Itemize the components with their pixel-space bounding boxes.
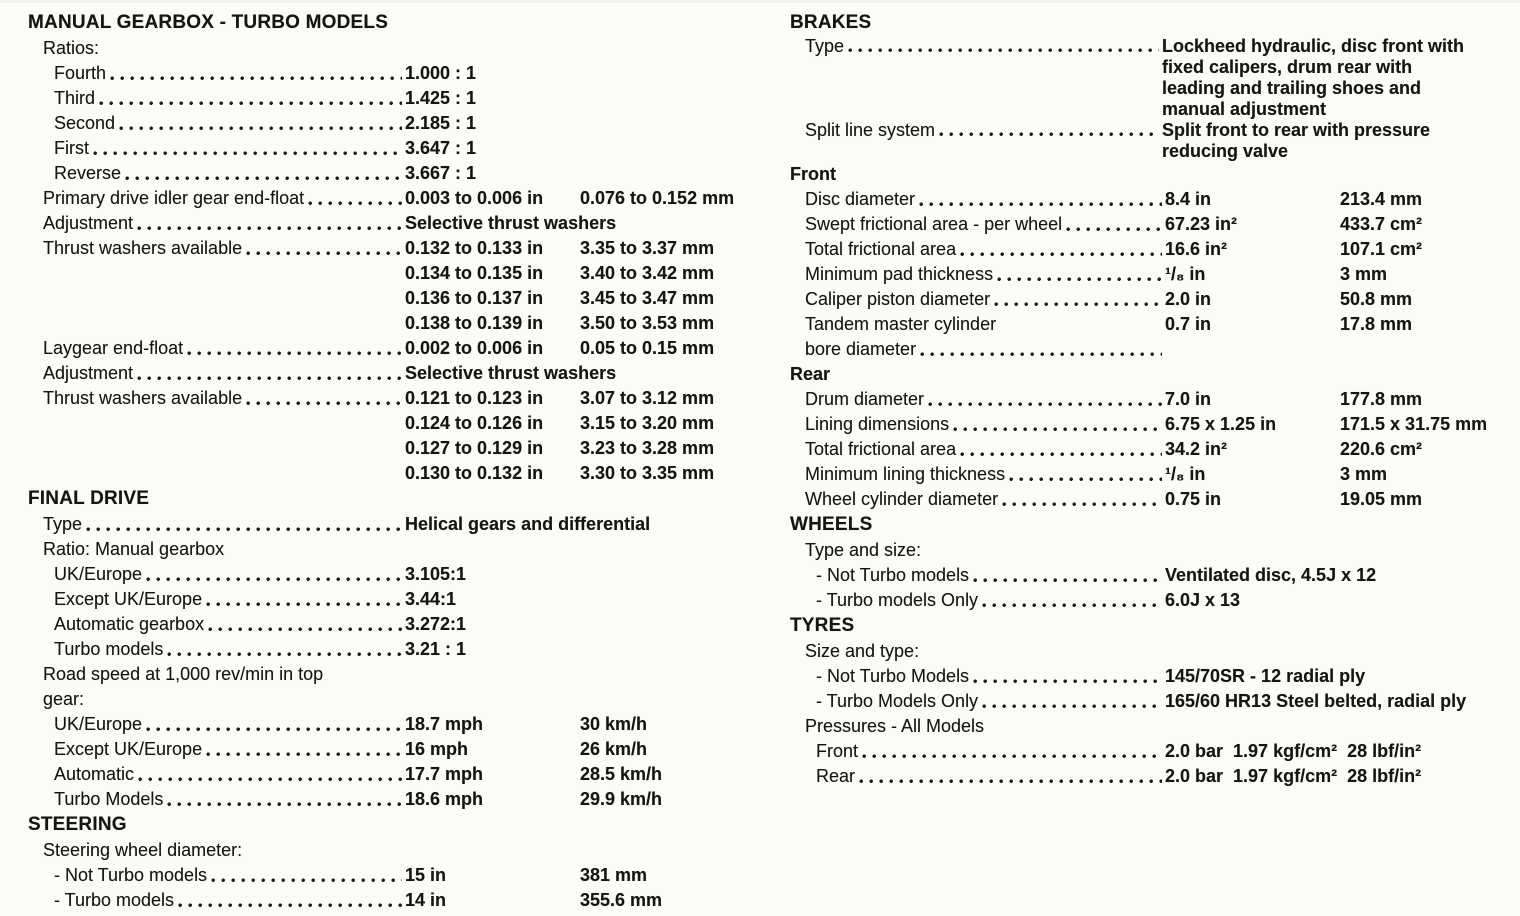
spec-value-imperial: 0.75 in: [1165, 489, 1222, 509]
spec-value-imperial: 0.121 to 0.123 in: [405, 388, 544, 408]
spec-row: [28, 787, 728, 812]
spec-value-imperial: Helical gears and differential: [405, 514, 651, 534]
spec-label: Except UK/Europe: [54, 589, 203, 609]
spec-label: - Not Turbo models: [54, 865, 208, 885]
dot-leader: [1066, 227, 1162, 232]
spec-value-imperial: ¹/₈ in: [1165, 464, 1206, 484]
dot-leader: [982, 704, 1162, 709]
dot-leader: [862, 754, 1162, 759]
leader-spacer: [43, 436, 405, 437]
dot-leader: [86, 527, 402, 532]
spec-row: [790, 639, 1474, 664]
spec-label: - Turbo models Only: [816, 590, 979, 610]
spec-row: [28, 411, 728, 436]
spec-value-metric: 0.05 to 0.15 mm: [580, 338, 715, 358]
spec-value-imperial: 0.138 to 0.139 in: [405, 313, 544, 333]
dot-leader: [1002, 502, 1162, 507]
dot-leader: [137, 376, 402, 381]
dot-leader: [997, 277, 1162, 282]
dot-leader: [125, 176, 402, 181]
spec-value-metric: 3.35 to 3.37 mm: [580, 238, 715, 258]
spec-row: [790, 462, 1474, 487]
dot-leader: [187, 351, 402, 356]
spec-value-imperial: 67.23 in²: [1165, 214, 1238, 234]
spec-value-metric: 220.6 cm²: [1340, 439, 1423, 459]
spec-value-imperial: 8.4 in: [1165, 189, 1212, 209]
leader-spacer: [984, 714, 1165, 715]
spec-value-metric: 171.5 x 31.75 mm: [1340, 414, 1488, 434]
spec-row: [28, 211, 728, 236]
spec-value-text: Lockheed hydraulic, disc front with fixed calipers, drum rear with leading and trailing shoes and manual adjustment: [1162, 36, 1465, 119]
spec-row: [28, 838, 728, 863]
spec-label: - Turbo models: [54, 890, 175, 910]
spec-value-imperial: 3.667 : 1: [405, 163, 477, 183]
spec-value-imperial: 0.7 in: [1165, 314, 1212, 334]
spec-row: [28, 662, 728, 687]
spec-row: [28, 562, 728, 587]
spec-label: Type: [805, 36, 845, 56]
spec-label: Total frictional area: [805, 239, 957, 259]
spec-row: [28, 537, 728, 562]
dot-leader: [146, 577, 402, 582]
spec-value-metric: 107.1 cm²: [1340, 239, 1423, 259]
spec-row: [790, 739, 1474, 764]
dot-leader: [928, 402, 1162, 407]
spec-row: [28, 111, 728, 136]
spec-row: [28, 762, 728, 787]
spec-row: [28, 436, 728, 461]
spec-value-imperial: 3.647 : 1: [405, 138, 477, 158]
spec-label: Laygear end-float: [43, 338, 184, 358]
spec-value-imperial: 0.136 to 0.137 in: [405, 288, 544, 308]
dot-leader: [178, 903, 402, 908]
spec-value-metric: 29.9 km/h: [580, 789, 663, 809]
spec-label: - Not Turbo Models: [816, 666, 970, 686]
subsection-heading: Front: [790, 164, 836, 184]
spec-label: Caliper piston diameter: [805, 289, 991, 309]
leader-spacer: [43, 461, 405, 462]
spec-row: [790, 487, 1474, 512]
dot-leader: [308, 201, 402, 206]
spec-value-imperial: 2.0 in: [1165, 289, 1212, 309]
spec-value-imperial: Selective thrust washers: [405, 363, 617, 383]
dot-leader: [953, 427, 1162, 432]
section-heading: TYRES: [790, 615, 855, 636]
spec-row: [28, 336, 728, 361]
section-heading: WHEELS: [790, 514, 873, 535]
spec-value-metric: 50.8 mm: [1340, 289, 1413, 309]
leader-spacer: [323, 662, 405, 663]
spec-row: [790, 764, 1474, 789]
spec-value-imperial: 15 in: [405, 865, 447, 885]
spec-row: [28, 286, 728, 311]
spec-label: Fourth: [54, 63, 107, 83]
spec-label: UK/Europe: [54, 714, 143, 734]
leader-spacer: [242, 838, 405, 839]
spec-value-metric: 19.05 mm: [1340, 489, 1423, 509]
spec-label: Adjustment: [43, 213, 134, 233]
spec-row: [790, 538, 1474, 563]
spec-value-imperial: 34.2 in²: [1165, 439, 1228, 459]
spec-value-imperial: 0.002 to 0.006 in: [405, 338, 544, 358]
spec-value-metric: 28.5 km/h: [580, 764, 663, 784]
spec-row: [28, 311, 728, 336]
spec-label: Swept frictional area - per wheel: [805, 214, 1063, 234]
spec-label: Rear: [816, 766, 856, 786]
spec-value-metric: 3 mm: [1340, 464, 1388, 484]
spec-row: [790, 36, 1474, 120]
spec-row: [28, 236, 728, 261]
spec-value-imperial: Ventilated disc, 4.5J x 12: [1165, 565, 1377, 585]
spec-label: Wheel cylinder diameter: [805, 489, 999, 509]
spec-row: [28, 687, 728, 712]
spec-value-metric: 26 km/h: [580, 739, 648, 759]
spec-value-imperial: 18.6 mph: [405, 789, 484, 809]
section-heading: BRAKES: [790, 12, 872, 33]
spec-row: [28, 637, 728, 662]
dot-leader: [119, 126, 402, 131]
spec-label: Primary drive idler gear end-float: [43, 188, 305, 208]
spec-label: Reverse: [54, 163, 122, 183]
spec-row: [28, 712, 728, 737]
dot-leader: [939, 132, 1159, 137]
spec-row: [790, 387, 1474, 412]
dot-leader: [146, 727, 402, 732]
spec-row: [790, 437, 1474, 462]
spec-value-imperial: 0.124 to 0.126 in: [405, 413, 544, 433]
spec-value-imperial: 16.6 in²: [1165, 239, 1228, 259]
spec-value-metric: 3.45 to 3.47 mm: [580, 288, 715, 308]
spec-value-metric: 433.7 cm²: [1340, 214, 1423, 234]
spec-row: [790, 412, 1488, 437]
dot-leader: [208, 627, 402, 632]
dot-leader: [93, 151, 402, 156]
spec-value-imperial: 1.425 : 1: [405, 88, 477, 108]
spec-row: [28, 186, 735, 211]
spec-value-imperial: 2.185 : 1: [405, 113, 477, 133]
spec-value-metric: 17.8 mm: [1340, 314, 1413, 334]
leader-spacer: [43, 311, 405, 312]
spec-value-imperial: Selective thrust washers: [405, 213, 617, 233]
spec-value-imperial: 3.105:1: [405, 564, 467, 584]
spec-label: - Turbo Models Only: [816, 691, 979, 711]
spec-label: Turbo models: [54, 639, 164, 659]
spec-value-metric: 30 km/h: [580, 714, 648, 734]
spec-row: [28, 61, 728, 86]
leader-spacer: [99, 36, 405, 37]
spec-value-imperial: 3.21 : 1: [405, 639, 467, 659]
spec-label: Minimum pad thickness: [805, 264, 994, 284]
spec-value-imperial: 2.0 bar 1.97 kgf/cm² 28 lbf/in²: [1165, 741, 1422, 761]
spec-label: Adjustment: [43, 363, 134, 383]
spec-value-imperial: ¹/₈ in: [1165, 264, 1206, 284]
spec-label: Ratio: Manual gearbox: [43, 539, 225, 559]
dot-leader: [246, 251, 402, 256]
spec-value-metric: 3 mm: [1340, 264, 1388, 284]
dot-leader: [973, 578, 1162, 583]
dot-leader: [859, 779, 1162, 784]
spec-value-metric: 3.15 to 3.20 mm: [580, 413, 715, 433]
spec-label: Size and type:: [805, 641, 920, 661]
dot-leader: [960, 252, 1162, 257]
leader-spacer: [921, 538, 1165, 539]
right-column: [790, 10, 1488, 789]
spec-value-imperial: 16 mph: [405, 739, 469, 759]
dot-leader: [973, 679, 1162, 684]
leader-spacer: [43, 286, 405, 287]
dot-leader: [167, 652, 402, 657]
dot-leader: [848, 48, 1159, 53]
spec-row: [28, 261, 728, 286]
spec-label: - Not Turbo models: [816, 565, 970, 585]
leader-spacer: [996, 312, 1165, 313]
spec-value-imperial: 0.130 to 0.132 in: [405, 463, 544, 483]
spec-value-imperial: 7.0 in: [1165, 389, 1212, 409]
spec-value-imperial: 0.127 to 0.129 in: [405, 438, 544, 458]
spec-value-imperial: 18.7 mph: [405, 714, 484, 734]
spec-label: Thrust washers available: [43, 388, 243, 408]
spec-row: [28, 386, 728, 411]
spec-value-text: Split front to rear with pressure reducing valve: [1162, 120, 1431, 161]
spec-row: [28, 863, 728, 888]
leader-spacer: [43, 261, 405, 262]
spec-label: UK/Europe: [54, 564, 143, 584]
spec-label: First: [54, 138, 89, 158]
spec-label: gear:: [43, 689, 85, 709]
spec-value-imperial: 3.44:1: [405, 589, 457, 609]
leader-spacer: [84, 687, 405, 688]
spec-value-metric: 0.076 to 0.152 mm: [580, 188, 735, 208]
spec-value-imperial: 0.003 to 0.006 in: [405, 188, 544, 208]
spec-value-imperial: 165/60 HR13 Steel belted, radial ply: [1165, 691, 1467, 711]
dot-leader: [206, 752, 402, 757]
spec-row: [790, 212, 1474, 237]
spec-label: Steering wheel diameter:: [43, 840, 243, 860]
spec-row: [28, 161, 728, 186]
spec-value-imperial: 6.75 x 1.25 in: [1165, 414, 1277, 434]
spec-value-metric: 213.4 mm: [1340, 189, 1423, 209]
spec-value-imperial: 17.7 mph: [405, 764, 484, 784]
spec-label: Pressures - All Models: [805, 716, 985, 736]
spec-row: [790, 714, 1474, 739]
dot-leader: [211, 878, 402, 883]
spec-row: [790, 120, 1474, 162]
spec-value-metric: 177.8 mm: [1340, 389, 1423, 409]
spec-row: [28, 361, 728, 386]
spec-label: Total frictional area: [805, 439, 957, 459]
spec-value-imperial: 14 in: [405, 890, 447, 910]
dot-leader: [1009, 477, 1162, 482]
spec-label: Disc diameter: [805, 189, 916, 209]
spec-label: Type and size:: [805, 540, 922, 560]
spec-value-imperial: 145/70SR - 12 radial ply: [1165, 666, 1366, 686]
dot-leader: [99, 101, 402, 106]
spec-value-metric: 381 mm: [580, 865, 648, 885]
dot-leader: [919, 202, 1162, 207]
spec-row: [28, 512, 728, 537]
spec-row: [790, 337, 1474, 362]
spec-value-metric: 355.6 mm: [580, 890, 663, 910]
dot-leader: [137, 226, 402, 231]
subsection-heading: Rear: [790, 364, 831, 384]
spec-value-metric: 3.07 to 3.12 mm: [580, 388, 715, 408]
leader-spacer: [43, 411, 405, 412]
spec-label: Minimum lining thickness: [805, 464, 1006, 484]
spec-value-imperial: 0.134 to 0.135 in: [405, 263, 544, 283]
spec-label: Third: [54, 88, 96, 108]
dot-leader: [994, 302, 1162, 307]
leader-spacer: [224, 537, 405, 538]
spec-row: [790, 563, 1474, 588]
left-column: [28, 10, 735, 913]
spec-label: Split line system: [805, 120, 936, 140]
dot-leader: [138, 777, 402, 782]
section-heading: MANUAL GEARBOX - TURBO MODELS: [28, 12, 389, 33]
spec-row: [790, 689, 1474, 714]
spec-value-metric: 3.40 to 3.42 mm: [580, 263, 715, 283]
spec-row: [790, 312, 1474, 337]
spec-value-imperial: 0.132 to 0.133 in: [405, 238, 544, 258]
dot-leader: [960, 452, 1162, 457]
spec-value-metric: 3.30 to 3.35 mm: [580, 463, 715, 483]
spec-value-metric: 3.50 to 3.53 mm: [580, 313, 715, 333]
dot-leader: [246, 401, 402, 406]
spec-label: Thrust washers available: [43, 238, 243, 258]
spec-label: Type: [43, 514, 83, 534]
dot-leader: [982, 603, 1162, 608]
spec-label: Drum diameter: [805, 389, 925, 409]
spec-label: Lining dimensions: [805, 414, 950, 434]
spec-label: bore diameter: [805, 339, 917, 359]
spec-label: Ratios:: [43, 38, 100, 58]
spec-row: [790, 237, 1474, 262]
spec-value-imperial: 1.000 : 1: [405, 63, 477, 83]
spec-row: [28, 737, 728, 762]
dot-leader: [206, 602, 402, 607]
spec-label: Turbo Models: [54, 789, 164, 809]
spec-label: Automatic: [54, 764, 135, 784]
spec-label: Except UK/Europe: [54, 739, 203, 759]
spec-row: [28, 587, 728, 612]
spec-row: [28, 136, 728, 161]
spec-label: Road speed at 1,000 rev/min in top: [43, 664, 324, 684]
spec-value-imperial: 2.0 bar 1.97 kgf/cm² 28 lbf/in²: [1165, 766, 1422, 786]
spec-row: [28, 86, 728, 111]
spec-label: Automatic gearbox: [54, 614, 205, 634]
spec-label: Second: [54, 113, 116, 133]
spec-row: [28, 612, 728, 637]
spec-row: [790, 588, 1474, 613]
spec-row: [790, 287, 1474, 312]
dot-leader: [920, 352, 1162, 357]
spec-row: [790, 664, 1474, 689]
spec-value-imperial: 6.0J x 13: [1165, 590, 1241, 610]
leader-spacer: [919, 639, 1165, 640]
section-heading: FINAL DRIVE: [28, 488, 150, 509]
spec-value-imperial: 3.272:1: [405, 614, 467, 634]
spec-row: [28, 36, 728, 61]
spec-label: Front: [816, 741, 859, 761]
spec-value-metric: 3.23 to 3.28 mm: [580, 438, 715, 458]
dot-leader: [167, 802, 402, 807]
dot-leader: [110, 76, 402, 81]
spec-row: [28, 888, 728, 913]
spec-row: [790, 262, 1474, 287]
spec-label: Tandem master cylinder: [805, 314, 997, 334]
section-heading: STEERING: [28, 814, 127, 835]
spec-row: [28, 461, 728, 486]
spec-row: [790, 187, 1474, 212]
